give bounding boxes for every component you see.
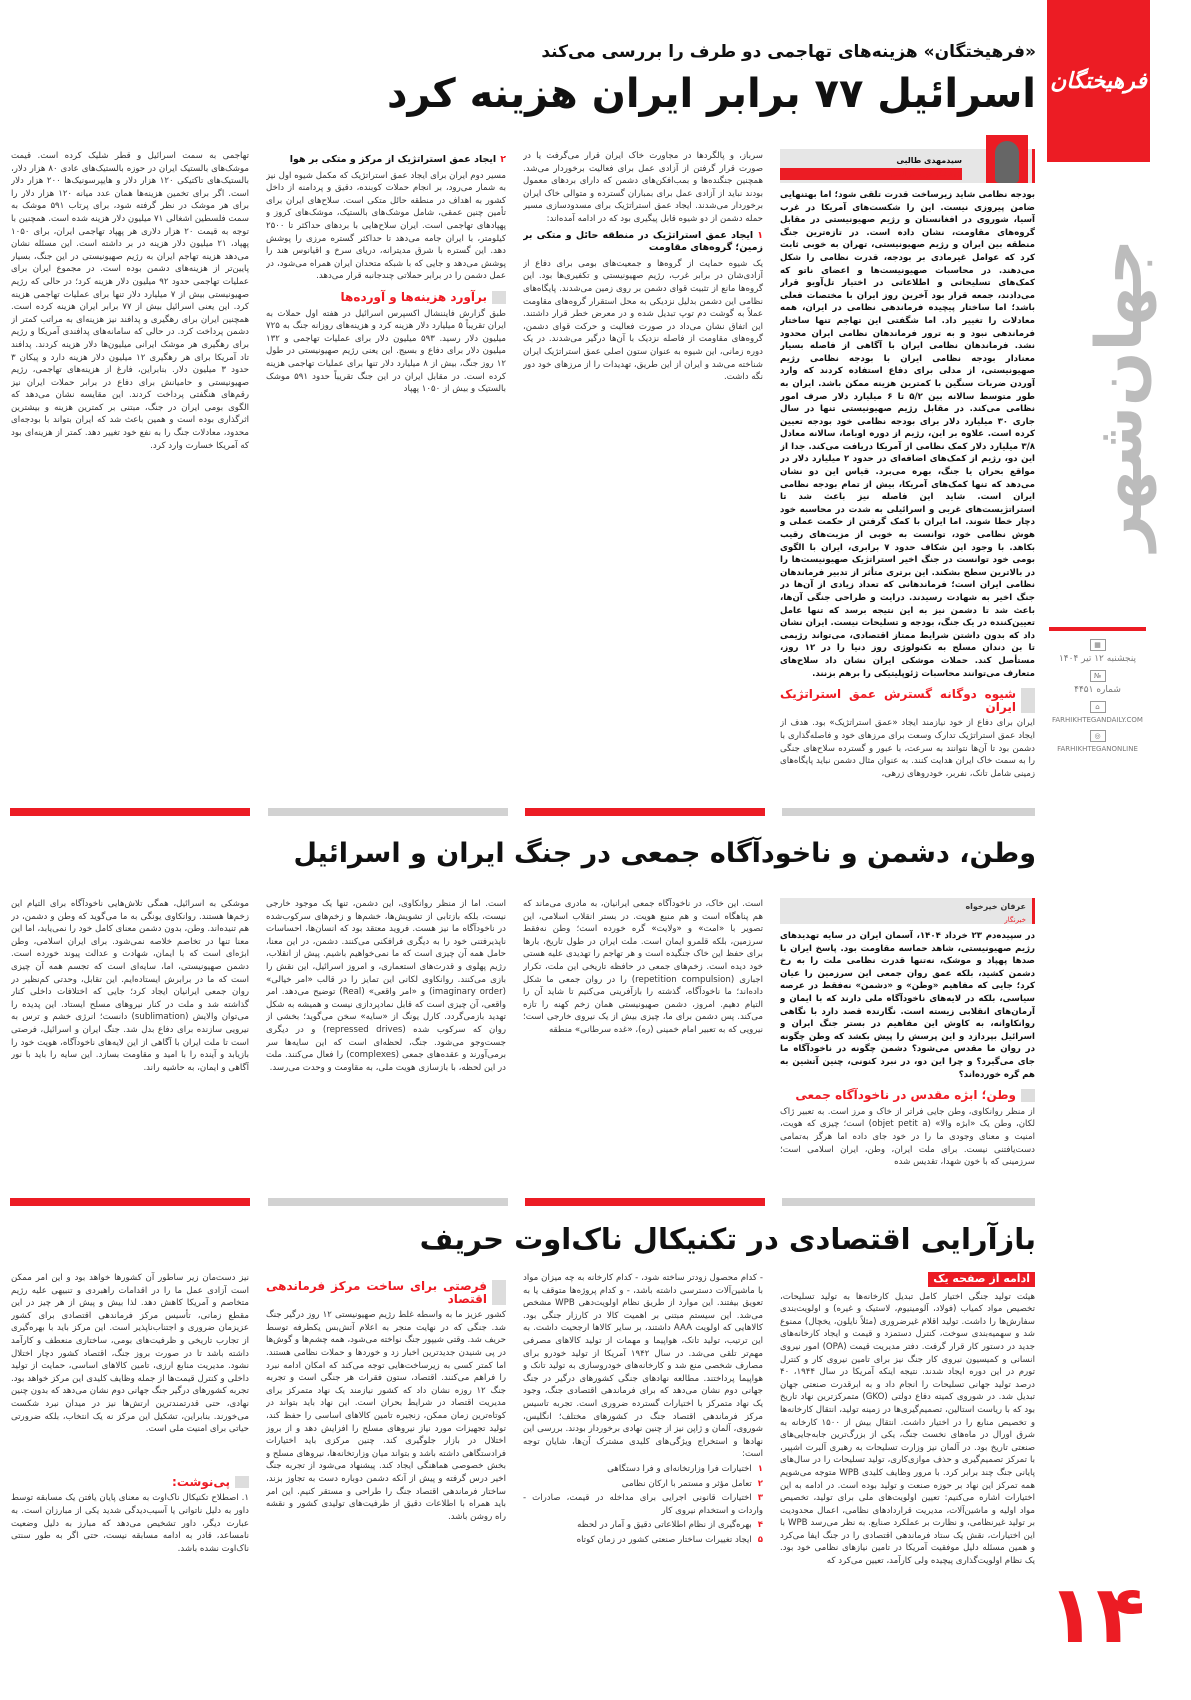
author-name: سیدمهدی طالبی: [896, 156, 962, 165]
article3-column-1: [780, 1272, 1035, 1692]
list-item: ۴بهره‌گیری از نظام اطلاعاتی دقیق و آمار در لحظه: [577, 1520, 763, 1531]
social-icon: ◎: [1090, 730, 1106, 742]
subheading: ۱ایجاد عمق استراتژیک در منطقه حائل و متکی بر زمین؛ گروه‌های مقاومت: [523, 229, 763, 254]
article1-column-4: [11, 150, 249, 800]
section-title-text: جهان‌شهر: [1083, 238, 1157, 552]
list-item: ۵ایجاد تغییرات ساختار صنعتی کشور در زمان کوتاه: [576, 1534, 763, 1545]
footnote: ۱. اصطلاح تکنیکال ناک‌اوت به معنای پایان یافتن یک مسابقه توسط داور به دلیل ناتوانی یا آسیب‌دیدگی شدید یکی از مبارزان است. به عبارت دیگر، داور تشخیص می‌دهد که مبارز به دلیل وضعیت نامساعد، قادر به ادامه مسابقه نیست، حتی اگر به طور سنتی ناک‌اوت نشده باشد.: [11, 1493, 249, 1554]
article1-kicker: «فرهیختگان» هزینه‌های تهاجمی دو طرف را بررسی می‌کند: [541, 42, 1036, 62]
page-number: ۱۴: [1047, 1568, 1145, 1661]
footnote-title: پی‌نوشت:: [11, 1476, 249, 1489]
separator: [268, 808, 508, 816]
author-photo: [986, 135, 1028, 183]
subheading: فرصتی برای ساخت مرکز فرماندهی اقتصاد: [266, 1280, 506, 1305]
author-role: خبرنگار: [1004, 915, 1026, 924]
article1-headline: اسرائیل ۷۷ برابر ایران هزینه کرد: [386, 71, 1036, 117]
paragraph: تهاجمی به سمت اسرائیل و قطر شلیک کرده است. قیمت موشک‌های بالستیک ایران در حوزه بالستیک‌های عادی ۸۰ هزار دلار، بالستیک‌های تاکتیکی ۱۲۰ هزار دلار و هایپرسونیک‌ها ۲۰۰ هزار دلار است. اگر برای تخمین هزینه‌ها همان عدد میانه ۱۲۰ هزار دلار را برای هر موشک در نظر گرفته شود، برای پرتاب ۵۹۱ موشک به سمت فلسطین اشغالی ۷۱ میلیون دلار هزینه شده است. همچنین با توجه به قیمت ۲۰ هزار دلاری هر پهپاد تهاجمی ایران، برای ۱۰۵۰ پهپاد، ۲۱ میلیون دلار هزینه در بر داشته است. این مسئله نشان می‌دهد هزینه تهاجم ایران به رژیم صهیونیستی در این جنگ، بسیار پایین‌تر از هزینه‌های دشمن بوده است. در مجموع ایران برای عملیات تهاجمی حدود ۹۲ میلیون دلار هزینه کرد؛ در حالی که رژیم صهیونیستی بیش از ۷ میلیارد دلار تنها برای عملیات تهاجمی هزینه کرد. این یعنی اسرائیل بیش از ۷۷ برابر ایران هزینه کرده است. همچنین ایران برای رهگیری و پدافند نیز هزینه‌ای به مراتب کمتر از دشمن پرداخت کرد. در حالی که سامانه‌های پدافندی آمریکا و رژیم برای رهگیری هر موشک ایرانی میلیون‌ها دلار هزینه کردند. پدافند تاد آمریکا برای هر رهگیری ۱۲ میلیون دلار هزینه دارد و پیکان ۳ حدود ۳ میلیون دلار. بنابراین، فارغ از هزینه‌های تهاجمی، رژیم صهیونیستی و حامیانش برای دفاع در برابر حملات ایران نیز رقم‌های هنگفتی پرداخت کردند. این مقایسه نشان می‌دهد که الگوی بومی ایران در جنگ، مبتنی بر کمترین هزینه و بیشترین اثرگذاری بوده است و همین باعث شد که ایران بتواند با بودجه‌ای محدود، معادلات جنگ را به نفع خود تغییر دهد. کمتر از هزینه‌ای بود که آمریکا خسارت وارد کرد.: [11, 151, 249, 451]
list-item-text: اختیارات قانونی اجرایی برای مداخله در قیمت، صادرات - واردات و استخدام نیروی کار: [523, 1493, 763, 1516]
logo-text: فرهیختگان: [1050, 68, 1147, 94]
separator: [525, 808, 765, 816]
calendar-icon: ▦: [1090, 639, 1106, 651]
paragraph: هیئت تولید جنگی اختیار کامل تبدیل کارخانه‌ها به تولید تسلیحات، تخصیص مواد کمیاب (فولاد، آلومینیوم، لاستیک و غیره) و اولویت‌بندی سفارش‌ها را داشت. تولید اقلام غیرضروری (مثلاً نایلون، یخچال) ممنوع شد و سهمیه‌بندی سوخت، کنترل دستمزد و قیمت و ایجاد کارخانه‌های جدید در دستور کار قرار گرفت. دفتر مدیریت قیمت (OPA) امور نیروی انسانی و کمیسیون نیروی کار جنگ نیز برای تامین نیروی کار و کنترل تورم در این دوره ایجاد شدند. نتیجه اینکه آمریکا در سال ۱۹۴۴، ۴۰ درصد تولید جهانی تسلیحات را انجام داد و به ابرقدرت صنعتی جهان تبدیل شد. در شوروی کمیته دفاع دولتی (GKO) متمرکزترین نهاد تاریخ بود که با ریاست استالین، تصمیم‌گیری‌ها در زمینه تولید، انتقال کارخانه‌ها و تخصیص منابع را در اختیار داشت. انتقال بیش از ۱۵۰۰ کارخانه به شرق اورال در ماه‌های نخست جنگ، یکی از بزرگ‌ترین جابه‌جایی‌های صنعتی تاریخ بود. در آلمان نیز وزارت تسلیحات به رهبری آلبرت اشپیر، با تمرکز تصمیم‌گیری و حذف موازی‌کاری، تولید تسلیحات را در سال‌های پایانی جنگ چند برابر کرد. با مرور وظایف کلیدی WPB متوجه می‌شویم همه تمرکز این نهاد بر حوزه صنعت و تولید بوده است. در ادامه به این اختیارات اشاره می‌کنیم: تعیین اولویت‌های ملی برای تولید، تخصیص مواد اولیه و ماشین‌آلات، مدیریت قراردادهای نظامی، اعمال محدودیت بر تولید غیرنظامی، و نظارت بر عملکرد صنایع. به نظر می‌رسد WPB با این اختیارات، نقش یک ستاد فرماندهی اقتصادی را در جنگ ایفا می‌کرد و همین مسئله دلیل موفقیت آمریکا در تامین نیازهای نظامی خود بود. یک نظام اولویت‌گذاری پیچیده ولی کارآمد، تعیین می‌کرد که: [780, 1291, 1035, 1567]
article1-column-1: [780, 135, 1035, 800]
subheading: برآورد هزینه‌ها و آورده‌ها: [266, 291, 506, 304]
article2-column-3: [266, 898, 506, 1188]
issue-number: شماره ۴۴۵۱: [1074, 685, 1121, 695]
separator: [782, 808, 1035, 816]
paragraph: ایران برای دفاع از خود نیازمند ایجاد «عمق استراتژیک» بود. هدف از ایجاد عمق استراتژیک تدارک وسعت برای مرزهای خود و فاصله‌گذاری با دشمن بود تا آن‌ها نتوانند به سرعت، با عبور و گسترده سلاح‌های جنگی را به سمت خاک ایران هدایت کنند. به عنوان مثال دشمن نباید پایگاه‌های زمینی شامل تانک، نفربر، خودروهای زرهی،: [780, 718, 1035, 779]
separator: [268, 1198, 508, 1206]
newspaper-logo: [1047, 0, 1150, 162]
paragraph: موشکی به اسرائیل، همگی تلاش‌هایی ناخودآگاه برای التیام این زخم‌ها هستند. روانکاوی یونگی به ما می‌گوید که وطن و دشمن، در هم تنیده‌اند. وطن، بدون دشمن معنای کامل خود را نمی‌یابد، اما این معنا تنها در تخاصم خلاصه نمی‌شود. برای ایران اسلامی، وطن ابژه‌ای است که با ایمان، شهادت و عدالت پیوند خورده است. دشمن صهیونیستی، اما، سایه‌ای است که تجسم همه آن چیزی است که ما در برابرش ایستاده‌ایم. این تقابل، وحدتی کم‌نظیر در روان جمعی ایرانیان ایجاد کرد؛ جایی که اختلافات داخلی کنار گذاشته شد و ملت در کنار نیروهای مسلح ایستاد. این پدیده را می‌توان والایش (sublimation) دانست؛ انرژی خشم و ترس به نیرویی سازنده برای دفاع بدل شد. جنگ ایران و اسرائیل، فرصتی است تا ملت ایران با آگاهی از این لایه‌های ناخودآگاه، هویت خود را بازیابد و آینده را با امید و مقاومت بسازد. این سایه را باید با نور آگاهی و ایمان، به حاشیه راند.: [11, 899, 249, 1073]
paragraph: مسیر دوم ایران برای ایجاد عمق استراتژیک که مکمل شیوه اول نیز به شمار می‌رود، بر انجام حملات کوبنده، دقیق و پردامنه از داخل کشور به اهداف در منطقه حائل متکی است. سلاح‌های ایران برای تأمین چنین عمقی، شامل موشک‌های بالستیک، موشک‌های کروز و پهپادهای تهاجمی است. ایران سلاح‌هایی با بردهای حداکثر تا ۲۵۰۰ کیلومتر، با ایران جامه می‌دهد تا حداکثر گستره مرزی را پوشش دهد. این گستره با شرق مدیترانه، دریای سرخ و اقیانوس هند را پوشش می‌دهد و جایی که با شبکه متحدان ایران همراه می‌شود، در عمل دشمن را در برابر حملاتی چندجانبه قرار می‌دهد.: [266, 170, 506, 282]
divider: [1049, 627, 1146, 631]
issue-info: [1045, 627, 1150, 753]
article2-headline: وطن، دشمن و ناخودآگاه جمعی در جنگ ایران و اسرائیل: [293, 838, 1036, 869]
separator: [525, 1198, 765, 1206]
paragraph: کشور عزیز ما به واسطه غلط رژیم صهیونیستی ۱۲ روز درگیر جنگ شد. جنگی که در نهایت منجر به اعلام آتش‌بس یکطرفه توسط حریف شد. وقتی شیپور جنگ نواخته می‌شود، همه چشم‌ها و گوش‌ها در پی شنیدن جدیدترین اخبار زد و خوردها و حملات نظامی هستند. اما کمتر کسی به زیرساخت‌هایی توجه می‌کند که امکان ادامه نبرد را فراهم می‌کنند. اقتصاد، ستون فقرات هر جنگی است و تجربه جنگ ۱۲ روزه نشان داد که کشور نیازمند یک نهاد متمرکز برای مدیریت اقتصاد در شرایط بحران است. این نهاد باید بتواند در کوتاه‌ترین زمان ممکن، زنجیره تامین کالاهای اساسی را حفظ کند، تولید تجهیزات مورد نیاز نیروهای مسلح را افزایش دهد و از بروز اختلال در بازار جلوگیری کند. چنین مرکزی باید اختیارات فرادستگاهی داشته باشد و بتواند میان وزارتخانه‌ها، نیروهای مسلح و بخش خصوصی هماهنگی ایجاد کند. پیشنهاد می‌شود از تجربه جنگ اخیر درس گرفته و پیش از آنکه دشمن دوباره دست به تجاوز بزند، ساختار فرماندهی اقتصاد جنگ را طراحی و مستقر کنیم. این امر باید همراه با اطلاعات دقیق از ظرفیت‌های تولیدی کشور و نقشه راه روشن باشد.: [266, 1310, 506, 1522]
issue-date: پنجشنبه ۱۲ تیر ۱۴۰۴: [1058, 654, 1137, 664]
paragraph: یک شیوه حمایت از گروه‌ها و جمعیت‌های بومی برای دفاع از آزادی‌شان در برابر غرب، رژیم صهیونیستی و تکفیری‌ها بود. این گروه‌ها مانع از تثبیت قوای دشمن بر روی زمین می‌شدند. پایگاه‌های نظامی این دشمن بدلیل نزدیکی به محل استقرار گروه‌های مقاومت عملاً به گوشت دم توپ تبدیل شده و در معرض خطر قرار داشتند. این اتفاق نشان می‌داد در صورت فعالیت و حرکت قوای دشمن، گروه‌های مقاومت از فاصله نزدیک با آن‌ها درگیر می‌شدند. در یک دوره زمانی، این شیوه به عنوان ستون اصلی عمق استراتژیک ایران شناخته می‌شد و ایران از این طریق، تهدیدات را از مرزهای خود دور نگه داشت.: [523, 258, 763, 383]
article2-column-2: [523, 898, 763, 1188]
list-item: ۲تعامل مؤثر و مستمر با ارکان نظامی: [621, 1478, 763, 1489]
social-handle[interactable]: FARHIKHTEGANONLINE: [1057, 745, 1138, 753]
article2-lead: در سپیده‌دم ۲۳ خرداد ۱۴۰۴، آسمان ایران در سایه تهدیدهای رژیم صهیونیستی، شاهد حماسه مقاومت بود. پاسخ ایران با صدها پهپاد و موشک، نه‌تنها قدرت نظامی ملت را به رخ دشمن کشید، بلکه عمق روان جمعی این سرزمین را عیان کرد؛ جایی که مفاهیم «وطن» و «دشمن» نه‌فقط در عرصه سیاسی، بلکه در لایه‌های ناخودآگاه ملی دارند که با ایمان و آرمان‌های انقلابی زیسته است. نگارنده قصد دارد با نگاهی روانکاوانه، به کاوش این مفاهیم در بستر جنگ ایران و اسرائیل بپردازد و این پرسش را پیش بکشد که وطن چگونه در روان ما مقدس می‌شود؟ دشمن چگونه در ناخودآگاه ما جای می‌گیرد؟ و چرا این دو، در نبرد کنونی، چنین آتشین به هم گره خورده‌اند؟: [780, 931, 1035, 1080]
article3-headline: بازآرایی اقتصادی در تکنیکال ناک‌اوت حریف: [419, 1222, 1036, 1256]
article3-column-3: [266, 1272, 506, 1692]
list-item-text: تعامل مؤثر و مستمر با ارکان نظامی: [621, 1478, 752, 1489]
separator: [782, 1198, 1035, 1206]
separator: [10, 1198, 250, 1206]
article2-column-4: [11, 898, 249, 1188]
paragraph: است. اما از منظر روانکاوی، این دشمن، تنها یک موجود خارجی نیست، بلکه بازتابی از تشویش‌ها، خشم‌ها و زخم‌های سرکوب‌شده در ناخودآگاه ما نیز هست. فروید معتقد بود که انسان‌ها، احساسات ناپذیرفتنی خود را به دیگری فرافکنی می‌کنند. دشمن، در این معنا، حامل همه آن چیزی است که ما نمی‌خواهیم باشیم. پیش از انقلاب، رژیم پهلوی و قدرت‌های استعماری، و امروز اسرائیل، این نقش را بازی می‌کنند. روانکاوی لکانی این تمایز را در قالب «امر خیالی» (imaginary order) و «امر واقعی» (Real) توضیح می‌دهد. امر واقعی، آن چیزی است که قابل نمادپردازی نیست و همیشه به شکل تهدید بازمی‌گردد. کارل یونگ از «سایه» سخن می‌گوید؛ بخشی از روان که سرکوب شده (repressed drives) و در دیگری جست‌وجو می‌شود. جنگ، لحظه‌ای است که این سایه‌ها سر برمی‌آورند و عقده‌های جمعی (complexes) را فعال می‌کنند. ملت در این لحظه، با بازسازی هویت ملی، به مقاومت و وحدت می‌رسد.: [266, 899, 506, 1073]
continued-from-page-one[interactable]: ادامه از صفحه یک: [928, 1272, 1035, 1287]
article1-column-3: [266, 150, 506, 800]
subheading: شیوه دوگانه گسترش عمق استراتژیک ایران: [780, 688, 1035, 713]
article1-lead: بودجه نظامی شاید زیرساخت قدرت تلقی شود؛ اما بهتنهایی ضامن پیروزی نیست. این را شکست‌های آمریکا در غرب آسیا، شوروی در افغانستان و رژیم صهیونیستی در مقابل گروه‌های مقاومت، نشان داده است. در تازه‌ترین جنگ منطقه بین ایران و رژیم صهیونیستی، تهران به خوبی ثابت کرد که عوامل غیرمادی بر بودجه، قدرت نظامی را شکل می‌دهند. در محاسبات صهیونیست‌ها و اعضای ناتو که کمک‌های تسلیحاتی و اطلاعاتی در اختیار تل‌آویو قرار می‌دادند، جمعه قرار بود آخرین روز ایران با مختصات فعلی باشد؛ اما ساختار پیچیده فرماندهی نظامی در ایران، همه معادلات را تغییر داد. اما شگفتی این تهاجم تنها ساختار فرماندهی نبود و به ترور فرماندهان نظامی ایران محدود نشد. فرماندهان نظامی ایران با آگاهی از فاصله بسیار معنادار بودجه نظامی ایران با بودجه نظامی رژیم صهیونیستی، از مدلی برای دفاع استفاده کردند که وارد آوردن ضربات سنگین با کمترین هزینه ممکن باشد. ایران به طور متوسط سالانه بین ۵/۲ تا ۶ میلیارد دلار صرف امور نظامی می‌کند. در مقابل رژیم صهیونیستی تنها در سال جاری ۳۰ میلیارد دلار برای بودجه نظامی خود بودجه تعیین کرده است. علاوه بر این، رژیم از دوره اوباما، سالانه معادل ۳/۸ میلیارد دلار کمک نظامی از آمریکا دریافت می‌کند. جدا از این دو، رژیم از کمک‌های اضافه‌ای در حدود ۲ میلیارد دلار در مواقع بحران یا جنگ، بهره می‌برد. قیاس این دو نشان می‌دهد که تنها کمک‌های آمریکا، بیش از تمام بودجه نظامی ایران است. شاید این فاصله نیز باعث شد تا استراتژیست‌های غربی و اسرائیلی به شدت در محاسبه خود دچار خطا شوند. اما ایران با کمک گرفتن از حکمت عملی و هوش نظامی خود، توانست به خوبی از مزیت‌های رقیب بکاهد. با وجود این شکاف حدود ۷ برابری، ایران با الگوی بومی خود توانست در جنگ اخیر استراتژیک صهیونیست‌ها را در بالاترین سطح بشکند. این برتری متأثر از تدبیر فرماندهان نظامی ایران است؛ فرماندهانی که تعداد زیادی از آن‌ها در جنگ اخیر به شهادت رسیدند. درایت و طراحی جنگی آن‌ها، باعث شد تا دشمن نیز به این نتیجه برسد که تنها عامل تعیین‌کننده در یک جنگ، بودجه و تسلیحات نیست. ایران نشان داد که بدون داشتن شرایط ممتاز اقتصادی، می‌تواند رژیمی تا بن دندان مسلح به تکنولوژی روز دنیا را در ۱۲ روز، مستأصل کند. حملات موشکی ایران نشان داد سلاح‌های متعارف می‌توانند محاسبات ژئوپلیتیکی را برهم بزنند.: [780, 190, 1035, 679]
article2-column-1: [780, 898, 1035, 1188]
author-box: [780, 149, 1035, 183]
subheading-text: ایجاد عمق استراتژیک از مرکز و متکی بر هوا: [289, 154, 497, 165]
paragraph: سرباز، و پالگردها در مجاورت خاک ایران قرار می‌گرفت یا در صورت قرار گرفتن از آزادی عمل برای فعالیت برخوردار می‌شد. همچنین جنگنده‌ها و بمب‌افکن‌های دشمن که دارای بردهای معمول بودند نباید از آزادی عمل برای بمباران گسترده و متوالی خاک ایران برخوردار می‌شدند. ایجاد عمق استراتژیک برای مسدودسازی مسیر حمله دشمن از دو شیوه قابل پیگیری بود که در ادامه آمده‌اند:: [523, 151, 763, 224]
subheading: وطن؛ ابژه مقدس در ناخودآگاه جمعی: [780, 1089, 1035, 1102]
list-item: ۳اختیارات قانونی اجرایی برای مداخله در قیمت، صادرات - واردات و استخدام نیروی کار: [523, 1493, 763, 1516]
subheading: ۲ایجاد عمق استراتژیک از مرکز و متکی بر هوا: [289, 154, 506, 165]
list-item: ۱اختیارات فرا وزارتخانه‌ای و فرا دستگاهی: [607, 1463, 763, 1474]
article3-column-4: [11, 1272, 249, 1692]
separator: [10, 808, 250, 816]
list-item-text: بهره‌گیری از نظام اطلاعاتی دقیق و آمار در لحظه: [577, 1520, 752, 1531]
list-item-text: ایجاد تغییرات ساختار صنعتی کشور در زمان کوتاه: [576, 1534, 752, 1545]
paragraph: طبق گزارش فایننشال اکسپرس اسرائیل در هفته اول حملات به ایران تقریباً ۵ میلیارد دلار هزینه کرد و هزینه‌های روزانه جنگ به ۷۲۵ میلیون دلار رسید. ۵۹۳ میلیون دلار برای عملیات تهاجمی و ۱۳۲ میلیون دلار برای دفاع و بسیج. این یعنی رژیم صهیونیستی در طول ۱۲ روز جنگ، بیش از ۸ میلیارد دلار تنها برای عملیات تهاجمی هزینه کرده است. در مقابل ایران در این جنگ تقریباً حدود ۵۹۱ موشک بالستیک و بیش از ۱۰۵۰ پهپاد: [266, 308, 506, 395]
section-title: [1080, 215, 1160, 575]
paragraph: است. این خاک، در ناخودآگاه جمعی ایرانیان، به مادری می‌ماند که هم پناهگاه است و هم منبع هویت. در بستر انقلاب اسلامی، این تصویر با «امت» و «ولایت» گره خورده است؛ وطن نه‌فقط سرزمین، بلکه قلمرو ایمان است. ملت ایران در طول تاریخ، بارها برای حفظ این خاک جنگیده است و هر تهاجم را تهدیدی علیه هستی خود دیده است. زخم‌های جمعی در حافظه تاریخی این ملت، تکرار اجباری (repetition compulsion) را در روان جمعی ما شکل داده‌اند؛ ما ناخودآگاه، گذشته را بازآفرینی می‌کنیم تا شاید آن را التیام دهیم. امروز، دشمن صهیونیستی همان زخم کهنه را تازه می‌کند. پس دشمن برای ما، چیزی بیش از یک نیروی خارجی است؛ نیرویی که به تعبیر امام خمینی (ره)، «غده سرطانی» منطقه: [523, 899, 763, 1035]
paragraph: - کدام محصول زودتر ساخته شود، - کدام کارخانه به چه میزان مواد با ماشین‌آلات دسترسی داشته باشد، - و کدام پروژه‌ها متوقف یا به تعویق بیفتند. این موارد از طریق نظام اولویت‌دهی WPB مشخص می‌شد. این سیستم مبتنی بر اهمیت کالا در کارزار جنگی بود. کالاهایی که اولویت AAA داشتند، بر سایر کالاها ارجحیت داشت. به این ترتیب، تولید تانک، هواپیما و مهمات از تولید کالاهای مصرفی مهم‌تر تلقی می‌شد. در سال ۱۹۴۲ آمریکا از تولید خودرو برای مصارف شخصی منع شد و کارخانه‌های خودروسازی به تولید تانک و هواپیما پرداختند. مطالعه نهادهای جنگی کشورهای درگیر در جنگ جهانی دوم نشان می‌دهد که برای فرماندهی اقتصادی جنگ، وجود یک نهاد متمرکز با اختیارات گسترده ضروری است. تجربه تاسیس مرکز فرماندهی اقتصاد جنگ در کشورهای مختلف؛ انگلیس، شوروی، آلمان و ژاپن نیز از چنین نهادی برخوردار بودند. بررسی این نهادها و استخراج ویژگی‌های کلیدی مشترک آن‌ها، شایان توجه است:: [523, 1273, 763, 1460]
article1-column-2: [523, 150, 763, 800]
issue-number-icon: №: [1090, 670, 1106, 682]
website-link[interactable]: FARHIKHTEGANDAILY.COM: [1052, 716, 1143, 724]
paragraph: از منظر روانکاوی، وطن جایی فراتر از خاک و مرز است. به تعبیر ژاک لکان، وطن یک «ابژه والا» (objet petit a) است؛ چیزی که هویت، امنیت و معنای وجودی ما را در خود جای داده اما هرگز به‌تمامی دست‌یافتنی نیست. برای ملت ایران، وطن، ایران اسلامی است؛ سرزمینی که با خون شهدا، تقدیس شده: [780, 1106, 1035, 1168]
paragraph: نیز دست‌مان زیر ساطور آن کشورها خواهد بود و این امر ممکن است آزادی عمل ما را در اقدامات راهبردی و تنبیهی علیه رژیم متخاصم و آمریکا کاهش دهد. لذا بیش و پیش از هر چیز در این مقطع زمانی، تأسیس مرکز فرماندهی اقتصادی برای کشور عزیزمان ضروری و اجتناب‌ناپذیر است. این مرکز باید با بهره‌گیری از تجارب تاریخی و ظرفیت‌های بومی، ساختاری منعطف و کارآمد داشته باشد تا در صورت بروز جنگ، اقتصاد کشور دچار اختلال نشود. مدیریت منابع ارزی، تامین کالاهای اساسی، حمایت از تولید داخلی و کنترل قیمت‌ها از جمله وظایف کلیدی این مرکز خواهد بود. تجربه کشورهای درگیر جنگ جهانی دوم نشان می‌دهد که بدون چنین نهادی، حتی قدرتمندترین ارتش‌ها نیز در میدان نبرد شکست می‌خورند. بنابراین، تشکیل این مرکز نه یک انتخاب، بلکه ضرورتی حیاتی برای امنیت ملی است.: [11, 1273, 249, 1435]
author-box: [780, 898, 1035, 924]
key-features-list: [523, 1463, 763, 1547]
author-role: پژوهشگر حوزه بین‌الملل: [780, 168, 962, 181]
author-name: عرفان خیرخواه: [965, 902, 1026, 911]
subheading-text: ایجاد عمق استراتژیک در منطقه حائل و متکی بر زمین؛ گروه‌های مقاومت: [523, 229, 763, 254]
website-icon: ⌂: [1090, 701, 1106, 713]
list-item-text: اختیارات فرا وزارتخانه‌ای و فرا دستگاهی: [607, 1463, 752, 1474]
article3-column-2: [523, 1272, 763, 1692]
